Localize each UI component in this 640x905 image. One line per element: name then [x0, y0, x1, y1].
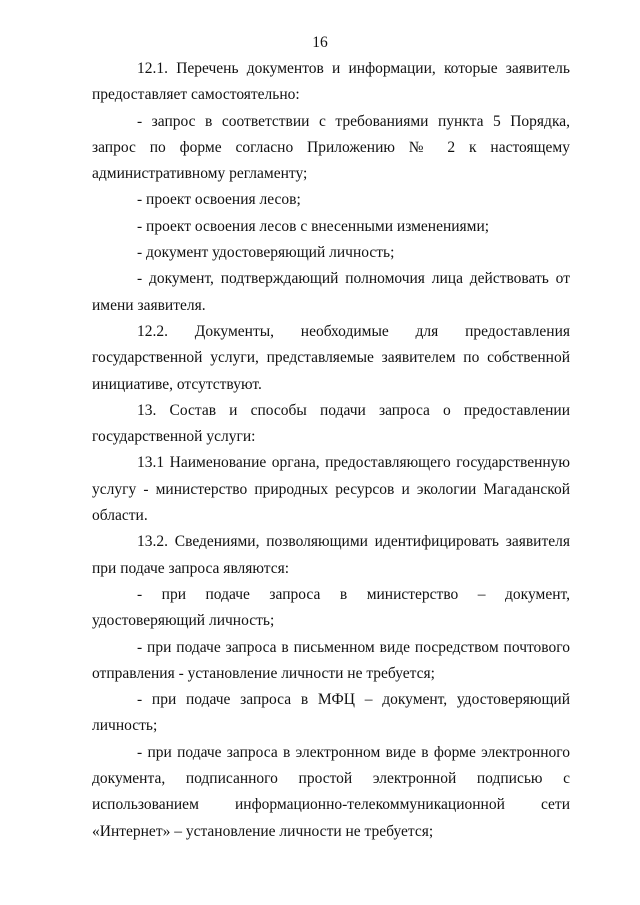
paragraph-12-1: 12.1. Перечень документов и информации, которые заявитель предоставляет самостоятельно: [92, 60, 570, 104]
list-item-authority-document: - документ, подтверждающий полномочия лица действовать от имени заявителя. [92, 270, 570, 314]
list-item-forest-project-changes: - проект освоения лесов с внесенными изменениями; [137, 217, 490, 235]
page-number: 16 [312, 34, 328, 51]
list-item-forest-project: - проект освоения лесов; [137, 191, 301, 209]
list-item-ministry: - при подаче запроса в министерство – документ, удостоверяющий личность; [92, 585, 570, 630]
paragraph-12-2: 12.2. Документы, необходимые для предоставления государственной услуги, представляемые заявителем по собственной инициативе, отсутствуют. [92, 322, 570, 393]
list-item-request: - запрос в соответствии с требованиями пункта 5 Порядка, запрос по форме согласно Приложению № 2 к настоящему административному регламенту; [92, 112, 570, 183]
paragraph-13-1: 13.1 Наименование органа, предоставляющего государственную услугу - министерство природных ресурсов и экологии Магаданской области. [92, 454, 570, 525]
list-item-identity-document: - документ удостоверяющий личность; [137, 244, 395, 262]
list-item-postal: - при подаче запроса в письменном виде посредством почтового отправления - установление личности не требуется; [92, 638, 570, 682]
list-item-electronic: - при подаче запроса в электронном виде в форме электронного документа, подписанного простой электронной подписью с использованием информационно-телекоммуникационной сети «Интернет» – установление личности не требуется; [92, 743, 570, 840]
document-body [92, 56, 570, 845]
list-item-mfc: - при подаче запроса в МФЦ – документ, удостоверяющий личность; [92, 691, 570, 735]
paragraph-13: 13. Состав и способы подачи запроса о предоставлении государственной услуги: [92, 401, 570, 446]
paragraph-13-2: 13.2. Сведениями, позволяющими идентифицировать заявителя при подаче запроса являются: [92, 533, 570, 577]
